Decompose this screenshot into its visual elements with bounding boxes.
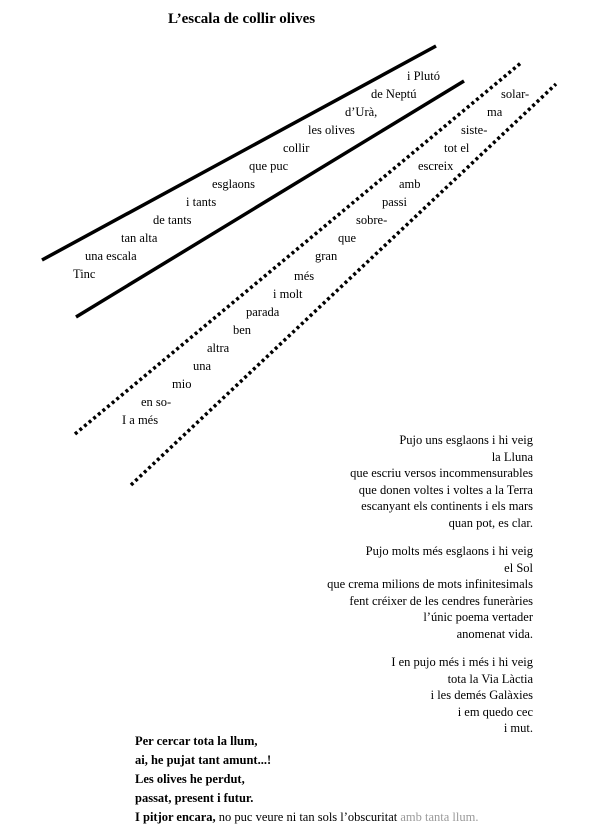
- stanza-line: el Sol: [504, 560, 533, 575]
- ladder-word: que: [338, 231, 357, 245]
- stanza-line: i em quedo cec: [457, 704, 533, 719]
- ladder-word: parada: [246, 305, 280, 319]
- ladder-word: gran: [315, 249, 338, 263]
- ladder-word: escreix: [418, 159, 454, 173]
- ladder-word: d’Urà,: [345, 105, 378, 119]
- ladder-word: tot el: [444, 141, 470, 155]
- coda: [135, 732, 478, 827]
- stanza-line: Pujo molts més esglaons i hi veig: [365, 544, 533, 558]
- stanza-line: I en pujo més i més i hi veig: [391, 655, 533, 669]
- ladder-word: tan alta: [121, 231, 158, 245]
- stanza-line: i les demés Galàxies: [430, 688, 533, 702]
- coda-last-line: [135, 808, 478, 827]
- ladder-word: ma: [487, 105, 503, 119]
- coda-last-bold: I pitjor encara,: [135, 810, 216, 824]
- stanza-line: la Lluna: [491, 449, 533, 464]
- ladder-word: una: [193, 359, 212, 373]
- stanza-line: i mut.: [503, 721, 533, 735]
- stanza-line: que crema milions de mots infinitesimals: [327, 577, 533, 591]
- ladder-word: de Neptú: [371, 87, 417, 101]
- stanza-milky-way: [391, 654, 533, 737]
- ladder-word: una escala: [85, 249, 137, 263]
- stanza-moon: [350, 432, 533, 531]
- ladder-rail-dotted-top: [75, 62, 522, 434]
- poem-title: L’escala de collir olives: [168, 11, 316, 27]
- ladder-word: collir: [283, 141, 310, 155]
- ladder-word: passi: [382, 195, 407, 209]
- stanza-line: anomenat vida.: [456, 626, 533, 641]
- stanza-line: tota la Via Làctia: [447, 671, 533, 686]
- ladder-word: mio: [172, 377, 192, 391]
- ladder-word: altra: [207, 341, 230, 355]
- ladder-word: de tants: [153, 213, 192, 227]
- stanza-line: l’únic poema vertader: [423, 610, 533, 624]
- ladder-rail-solid-top: [42, 46, 436, 260]
- ladder-word: sobre-: [356, 213, 388, 227]
- ladder-word: i tants: [186, 195, 217, 209]
- ladder-word: en so-: [141, 395, 172, 409]
- coda-line: ai, he pujat tant amunt...!: [135, 753, 272, 767]
- stanza-line: escanyant els continents i els mars: [361, 499, 533, 513]
- coda-last-grey: amb tanta llum.: [397, 810, 479, 824]
- ladder-word: esglaons: [212, 177, 256, 191]
- ladder-word: solar-: [501, 87, 530, 101]
- coda-line: Per cercar tota la llum,: [135, 734, 258, 748]
- ladder-word: amb: [399, 177, 421, 191]
- ladder-word: les olives: [308, 123, 355, 137]
- coda-line: passat, present i futur.: [135, 791, 254, 805]
- ladder-word: que puc: [249, 159, 289, 173]
- coda-line: Les olives he perdut,: [135, 772, 245, 786]
- stanza-line: que donen voltes i voltes a la Terra: [358, 482, 533, 497]
- ladder-rail-dotted-bottom: [131, 84, 556, 485]
- ladder-word: siste-: [461, 123, 488, 137]
- stanza-sun: [327, 543, 533, 642]
- ladder-word: i molt: [273, 287, 303, 301]
- stanza-line: Pujo uns esglaons i hi veig: [399, 433, 533, 447]
- stanza-line: que escriu versos incommensurables: [350, 466, 533, 480]
- ladder-word: més: [294, 269, 315, 283]
- ladder-word: ben: [233, 323, 252, 337]
- ladder-word: I a més: [122, 413, 159, 427]
- stanza-line: fent créixer de les cendres funeràries: [349, 593, 533, 608]
- coda-last-plain: no puc veure ni tan sols l’obscuritat: [215, 810, 398, 824]
- ladder-word: Tinc: [73, 267, 96, 281]
- ladder-word: i Plutó: [407, 69, 440, 83]
- stanza-line: quan pot, es clar.: [448, 515, 533, 530]
